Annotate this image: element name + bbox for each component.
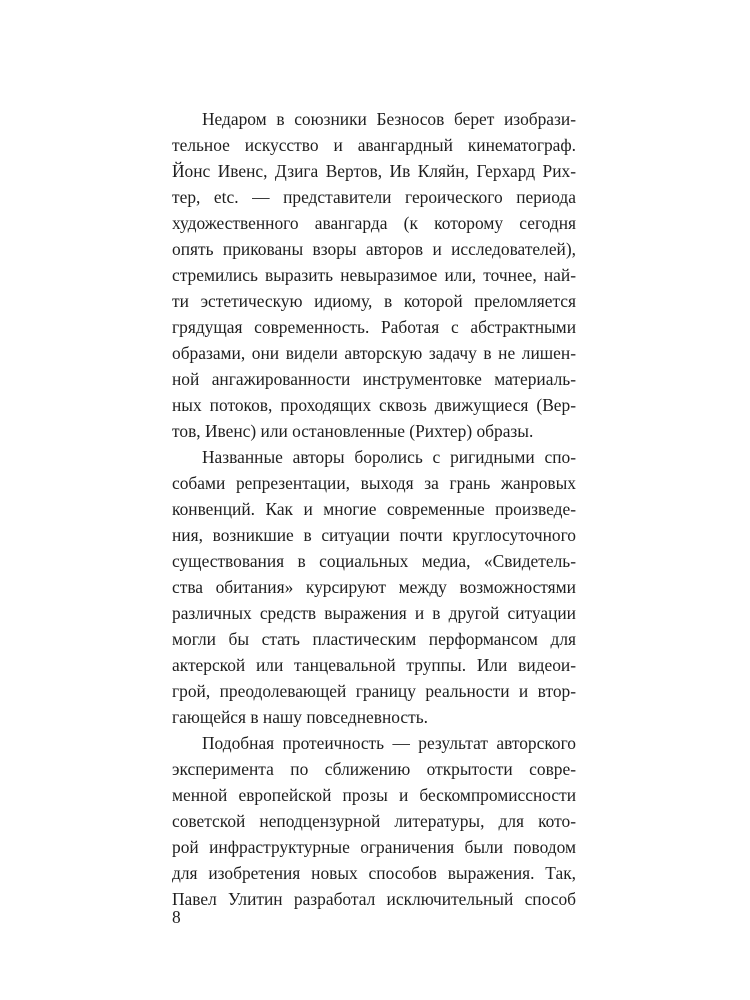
text-line-16: конвенций. Как и многие современные произведе- xyxy=(172,499,576,519)
text-line-3: Йонс Ивенс, Дзига Вертов, Ив Кляйн, Герхард Рих- xyxy=(172,161,576,181)
text-line-13: тов, Ивенс) или остановленные (Рихтер) образы. xyxy=(172,421,534,441)
text-line-28: советской неподцензурной литературы, для кото- xyxy=(172,811,576,831)
text-line-15: собами репрезентации, выходя за грань жанровых xyxy=(172,473,576,493)
text-line-7: стремились выразить невыразимое или, точнее, най- xyxy=(172,265,576,285)
text-line-20: различных средств выражения и в другой ситуации xyxy=(172,603,576,623)
text-line-19: ства обитания» курсируют между возможностями xyxy=(172,577,576,597)
text-line-25: Подобная протеичность — результат авторского xyxy=(202,733,576,753)
text-line-6: опять прикованы взоры авторов и исследователей), xyxy=(172,239,576,259)
text-line-5: художественного авангарда (к которому сегодня xyxy=(172,213,576,233)
text-line-8: ти эстетическую идиому, в которой преломляется xyxy=(172,291,576,311)
text-line-22: актерской или танцевальной труппы. Или видеои- xyxy=(172,655,576,675)
text-line-27: менной европейской прозы и бескомпромиссности xyxy=(172,785,576,805)
text-line-18: существования в социальных медиа, «Свидетель- xyxy=(172,551,576,571)
text-line-23: грой, преодолевающей границу реальности и втор- xyxy=(172,681,576,701)
text-line-21: могли бы стать пластическим перформансом для xyxy=(172,629,576,649)
text-line-12: ных потоков, проходящих сквозь движущиеся (Вер- xyxy=(172,395,576,415)
text-line-30: для изобретения новых способов выражения. Так, xyxy=(172,863,576,883)
text-line-1: Недаром в союзники Безносов берет изобрази- xyxy=(202,109,576,129)
text-line-2: тельное искусство и авангардный кинематограф. xyxy=(172,135,576,155)
text-line-10: образами, они видели авторскую задачу в не лишен- xyxy=(172,343,576,363)
text-line-11: ной ангажированности инструментовке материаль- xyxy=(172,369,576,389)
text-line-29: рой инфраструктурные ограничения были поводом xyxy=(172,837,576,857)
text-line-31: Павел Улитин разработал исключительный способ xyxy=(172,889,576,909)
text-line-4: тер, etc. — представители героического периода xyxy=(172,187,576,207)
text-line-17: ния, возникшие в ситуации почти круглосуточного xyxy=(172,525,576,545)
text-line-26: эксперимента по сближению открытости совре- xyxy=(172,759,576,779)
body-text xyxy=(172,106,576,912)
text-line-24: гающейся в нашу повседневность. xyxy=(172,707,428,727)
text-line-14: Названные авторы боролись с ригидными спо- xyxy=(202,447,576,467)
text-line-9: грядущая современность. Работая с абстрактными xyxy=(172,317,576,337)
page-number: 8 xyxy=(172,907,181,927)
